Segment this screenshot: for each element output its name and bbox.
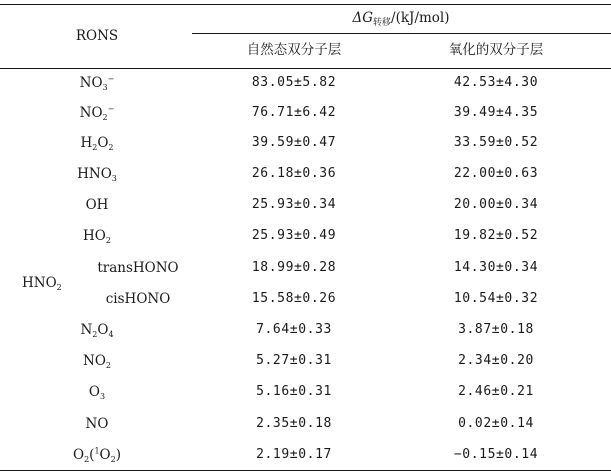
species-part: cisHONO bbox=[105, 291, 171, 307]
species-subscript: 2 bbox=[108, 143, 114, 152]
header-sub-rule bbox=[192, 33, 611, 34]
row-oxidized-value: 20.00±0.34 bbox=[453, 197, 539, 212]
row-species-name bbox=[86, 197, 109, 213]
header-delta-g: $\Delta G_{转移}/(kJ/mol)$ bbox=[352, 10, 450, 28]
species-subscript: 2 bbox=[110, 455, 116, 464]
species-part: H bbox=[80, 135, 93, 151]
header-rule bbox=[0, 68, 611, 69]
species-part: OH bbox=[85, 197, 109, 213]
species-subscript: 2 bbox=[105, 236, 111, 245]
species-subscript: 3 bbox=[99, 392, 106, 401]
row-species-name bbox=[80, 322, 113, 340]
species-part: O bbox=[73, 447, 85, 463]
row-species-name bbox=[89, 384, 105, 402]
row-species-name bbox=[86, 416, 109, 432]
species-superscript: 1 bbox=[94, 446, 100, 456]
row-natural-value: 5.16±0.31 bbox=[256, 384, 332, 399]
top-rule bbox=[0, 4, 611, 5]
row-natural-value: 26.18±0.36 bbox=[251, 166, 337, 181]
species-subscript: 2 bbox=[102, 113, 108, 122]
row-species-name bbox=[80, 75, 115, 93]
row-oxidized-value: 2.46±0.21 bbox=[458, 384, 534, 399]
species-part: NO bbox=[85, 416, 109, 432]
bottom-rule bbox=[0, 470, 611, 471]
row-natural-value: 15.58±0.26 bbox=[251, 291, 337, 306]
species-part: NO bbox=[83, 353, 106, 369]
species-part: HNO bbox=[77, 166, 112, 182]
row-oxidized-value: 10.54±0.32 bbox=[453, 291, 539, 306]
row-oxidized-value: 3.87±0.18 bbox=[458, 322, 534, 337]
species-paren: ( bbox=[89, 447, 95, 463]
row-oxidized-value: 22.00±0.63 bbox=[453, 166, 539, 181]
species-part: HO bbox=[83, 228, 106, 244]
species-part: transHONO bbox=[97, 260, 179, 276]
row-oxidized-value: 39.49±4.35 bbox=[453, 105, 539, 120]
header-oxidized-bilayer: 氧化的双分子层 bbox=[448, 42, 544, 58]
species-part: O bbox=[97, 135, 109, 151]
row-natural-value: 7.64±0.33 bbox=[256, 322, 332, 337]
row-species-name bbox=[97, 260, 178, 276]
row-natural-value: 25.93±0.34 bbox=[251, 197, 337, 212]
row-species-name bbox=[83, 228, 111, 246]
row-oxidized-value: 2.34±0.20 bbox=[458, 353, 534, 368]
row-species-name bbox=[80, 105, 115, 123]
species-subscript: 2 bbox=[84, 455, 90, 464]
row-oxidized-value: 19.82±0.52 bbox=[453, 228, 539, 243]
row-natural-value: 2.19±0.17 bbox=[256, 447, 332, 462]
species-superscript: − bbox=[107, 104, 115, 114]
row-species-name bbox=[80, 135, 113, 153]
species-paren: ) bbox=[115, 447, 121, 463]
species-part: NO bbox=[79, 105, 103, 121]
species-subscript: 3 bbox=[111, 174, 117, 183]
species-subscript: 2 bbox=[92, 330, 98, 339]
row-oxidized-value: 33.59±0.52 bbox=[453, 135, 539, 150]
row-natural-value: 39.59±0.47 bbox=[251, 135, 337, 150]
row-species-name bbox=[83, 353, 111, 371]
row-natural-value: 5.27±0.31 bbox=[256, 353, 332, 368]
row-natural-value: 25.93±0.49 bbox=[251, 228, 337, 243]
row-oxidized-value: 14.30±0.34 bbox=[453, 260, 539, 275]
row-oxidized-value: 0.02±0.14 bbox=[458, 416, 534, 431]
species-subscript: 2 bbox=[105, 361, 111, 370]
species-superscript: − bbox=[107, 74, 115, 84]
row-natural-value: 83.05±5.82 bbox=[251, 75, 337, 90]
row-natural-value: 76.71±6.42 bbox=[251, 105, 337, 120]
group-label-hno2: $HNO_2$ bbox=[22, 275, 62, 292]
row-natural-value: 2.35±0.18 bbox=[256, 416, 332, 431]
row-oxidized-value: 42.53±4.30 bbox=[453, 75, 539, 90]
species-part: O bbox=[97, 322, 109, 338]
species-part: O bbox=[88, 384, 100, 400]
row-species-name bbox=[77, 166, 117, 184]
species-part: NO bbox=[79, 75, 103, 91]
row-species-name bbox=[73, 447, 121, 465]
species-part: N bbox=[80, 322, 93, 338]
row-natural-value: 18.99±0.28 bbox=[251, 260, 337, 275]
species-subscript: 3 bbox=[102, 83, 108, 92]
header-natural-bilayer: 自然态双分子层 bbox=[246, 42, 342, 58]
row-oxidized-value: −0.15±0.14 bbox=[453, 447, 539, 462]
row-species-name bbox=[106, 291, 171, 307]
species-part: O bbox=[99, 447, 111, 463]
header-rons: RONS bbox=[75, 28, 119, 44]
species-subscript: 2 bbox=[92, 143, 98, 152]
species-subscript: 4 bbox=[108, 330, 114, 339]
